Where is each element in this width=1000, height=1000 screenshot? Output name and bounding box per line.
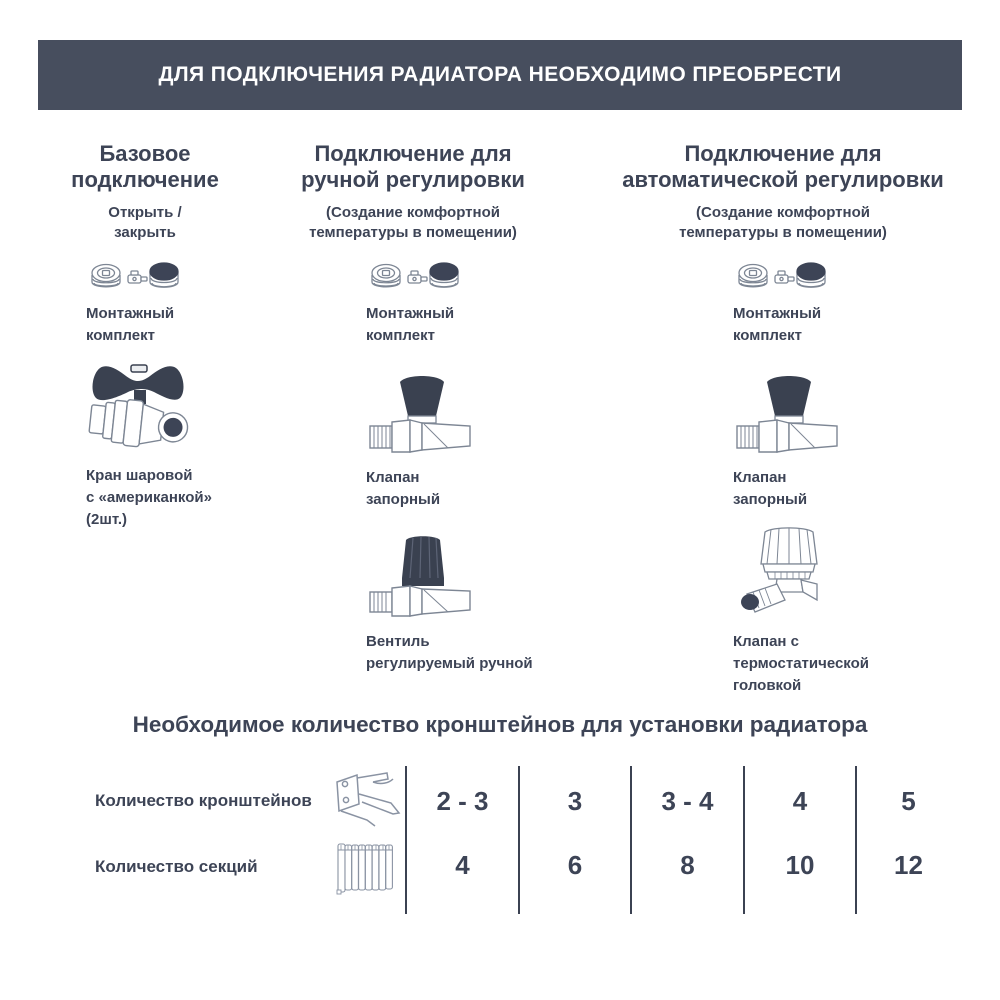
manual-valve-icon — [366, 528, 476, 626]
label-line: Кран шаровой — [86, 467, 193, 484]
value-column-3 — [630, 766, 743, 914]
stop-valve-icon — [366, 366, 476, 462]
subtitle-line: Открыть / — [108, 203, 182, 221]
column-auto-title — [598, 141, 968, 194]
label-line: комплект — [733, 326, 802, 344]
item-label — [366, 631, 576, 675]
sections-count: 4 — [455, 849, 470, 880]
sections-count: 12 — [894, 849, 923, 880]
brackets-count: 5 — [901, 785, 916, 816]
subtitle-line: (Создание комфортной — [326, 203, 500, 221]
label-line: комплект — [366, 326, 435, 344]
title-line: ручной регулировки — [301, 167, 525, 193]
label-line: Клапан — [733, 469, 787, 486]
item-mounting-kit — [733, 258, 903, 347]
column-basic-title — [40, 141, 250, 194]
column-manual-subtitle — [288, 203, 538, 244]
subtitle-line: (Создание комфортной — [696, 203, 870, 221]
item-label — [366, 467, 576, 511]
label-line: Монтажный — [86, 305, 175, 322]
column-manual-title — [288, 141, 538, 194]
mounting-kit-icon — [86, 258, 182, 298]
subtitle-line: температуры в помещении) — [679, 224, 887, 242]
item-stop-valve — [366, 366, 576, 511]
stop-valve-icon — [733, 366, 843, 462]
item-label — [733, 467, 943, 511]
title-line: подключение — [71, 167, 219, 193]
bracket-icon — [329, 768, 403, 832]
brackets-count: 4 — [792, 785, 808, 816]
value-column-1 — [405, 766, 518, 914]
label-line: комплект — [86, 326, 155, 344]
title-line: Базовое — [99, 141, 191, 166]
brackets-count: 3 — [567, 785, 583, 816]
ball-valve-icon — [86, 358, 196, 460]
title-line: автоматической регулировки — [622, 167, 944, 193]
item-label — [733, 303, 903, 347]
label-line: Монтажный — [733, 305, 822, 322]
item-manual-valve — [366, 528, 576, 675]
label-line: головкой — [733, 676, 802, 694]
column-auto-header — [598, 141, 968, 243]
label-line: термостатической — [733, 654, 870, 672]
item-stop-valve — [733, 366, 943, 511]
brackets-count: 2 - 3 — [436, 785, 489, 816]
title-line: Подключение для — [314, 141, 512, 166]
subtitle-line: температуры в помещении) — [309, 224, 517, 242]
brackets-count: 3 - 4 — [661, 785, 714, 816]
item-thermostatic-valve — [733, 522, 943, 696]
column-basic-subtitle — [40, 203, 250, 244]
item-label — [366, 303, 536, 347]
title-line: Подключение для — [684, 141, 882, 166]
item-label — [86, 303, 256, 347]
header-title: ДЛЯ ПОДКЛЮЧЕНИЯ РАДИАТОРА НЕОБХОДИМО ПРЕОБРЕСТИ — [158, 63, 842, 86]
item-mounting-kit — [86, 258, 256, 347]
brackets-section-title: Необходимое количество кронштейнов для установки радиатора — [132, 712, 868, 737]
row-label-brackets: Количество кронштейнов — [95, 791, 312, 810]
row-label-sections: Количество секций — [95, 857, 258, 876]
value-column-4 — [743, 766, 855, 914]
value-column-2 — [518, 766, 630, 914]
mounting-kit-icon — [366, 258, 462, 298]
column-auto-subtitle — [598, 203, 968, 244]
sections-count: 10 — [785, 849, 815, 880]
label-line: (2шт.) — [86, 510, 128, 528]
subtitle-line: закрыть — [114, 224, 176, 242]
thermostatic-valve-icon — [733, 522, 843, 626]
label-line: Монтажный — [366, 305, 455, 322]
item-label — [733, 631, 943, 696]
label-line: с «американкой» — [86, 488, 212, 506]
label-line: запорный — [366, 490, 441, 508]
item-ball-valve — [86, 358, 296, 530]
sections-count: 6 — [567, 849, 583, 880]
label-line: Вентиль — [366, 633, 430, 650]
column-manual-header — [288, 141, 538, 243]
label-line: Клапан — [366, 469, 420, 486]
value-column-5 — [855, 766, 960, 914]
label-line: запорный — [733, 490, 808, 508]
item-mounting-kit — [366, 258, 536, 347]
column-basic-header — [40, 141, 250, 243]
label-line: регулируемый ручной — [366, 654, 533, 672]
brackets-table — [95, 766, 960, 914]
radiator-icon — [335, 836, 399, 898]
header-banner — [38, 40, 962, 110]
sections-count: 8 — [680, 849, 695, 880]
item-label — [86, 465, 296, 530]
mounting-kit-icon — [733, 258, 829, 298]
label-line: Клапан с — [733, 633, 799, 650]
